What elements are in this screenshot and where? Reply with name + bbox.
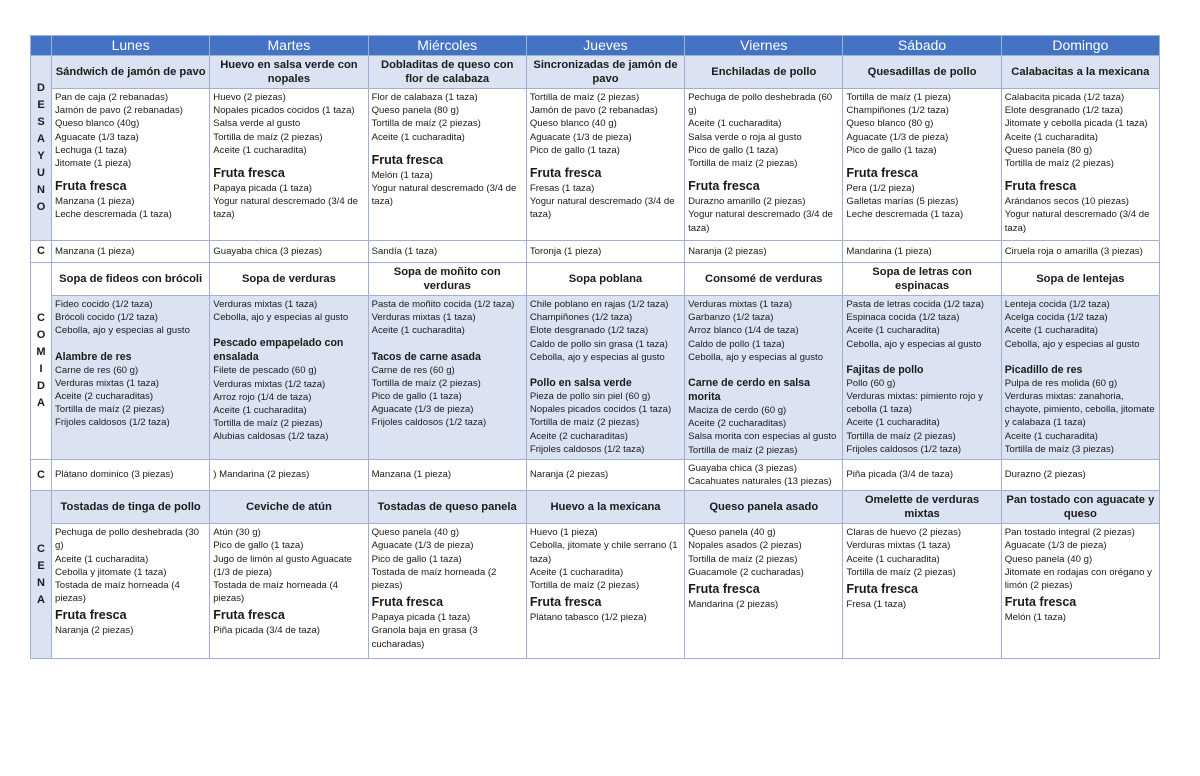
snack-cell: ) Mandarina (2 piezas) [210, 459, 368, 490]
food-item: Claras de huevo (2 piezas) [846, 527, 962, 539]
spacer [55, 338, 206, 350]
food-item: Jamón de pavo (2 rebanadas) [55, 105, 183, 117]
day-header: Viernes [685, 36, 843, 56]
food-item: Queso blanco (80 g) [846, 118, 934, 130]
meal-cell [210, 524, 368, 659]
snack-cell: Naranja (2 piezas) [685, 241, 843, 263]
food-item: Aguacate (1/3 de pieza) [371, 540, 474, 552]
fresh-fruit-heading: Fruta fresca [371, 595, 444, 610]
food-item: Queso panela (80 g) [1004, 144, 1093, 156]
food-item: Aceite (1 cucharadita) [1004, 325, 1099, 337]
meal-cell [526, 524, 684, 659]
dish-name: Huevo a la mexicana [526, 491, 684, 524]
food-item: Arándanos secos (10 piezas) [1004, 196, 1129, 208]
spacer [213, 324, 364, 336]
section-letter: O [36, 201, 46, 213]
section-letter: O [36, 328, 46, 341]
section-letter: Y [37, 150, 45, 162]
meal-cell [368, 524, 526, 659]
dish-name: Sincronizadas de jamón de pavo [526, 56, 684, 89]
snack-cell: Guayaba chica (3 piezas) Cacahuates naturales (13 piezas) [685, 459, 843, 490]
food-item: Mandarina (2 piezas) [688, 599, 779, 611]
food-item: Frijoles caldosos (1/2 taza) [371, 417, 487, 429]
food-item: Verduras mixtas (1 taza) [371, 312, 476, 324]
food-item: Queso panela (80 g) [371, 105, 460, 117]
fresh-fruit-heading: Fruta fresca [55, 179, 127, 194]
food-item: Tortilla de maíz (2 piezas) [688, 444, 798, 456]
snack-cell: Guayaba chica (3 piezas) [210, 241, 368, 263]
fresh-fruit-heading: Fruta fresca [846, 582, 918, 597]
snack-cell: Piña picada (3/4 de taza) [843, 459, 1001, 490]
food-item: Maciza de cerdo (60 g) [688, 405, 787, 417]
food-item: Tortilla de maíz (2 piezas) [846, 566, 956, 578]
dish-name: Huevo en salsa verde con nopales [210, 56, 368, 89]
fresh-fruit-heading: Fruta fresca [529, 595, 602, 610]
food-item: Frijoles caldosos (1/2 taza) [846, 443, 962, 455]
food-item: Nopales picados cocidos (1 taza) [213, 105, 355, 117]
meal-cell [526, 89, 684, 241]
main-dish-heading: Fajitas de pollo [846, 363, 924, 376]
comida-detail-row [31, 296, 1160, 460]
food-item: Carne de res (60 g) [55, 364, 139, 376]
meal-cell [52, 89, 210, 241]
food-item: Yogur natural descremado (3/4 de taza) [688, 209, 833, 234]
food-item: Aceite (2 cucharaditas) [688, 418, 787, 430]
section-label-desayuno [31, 56, 52, 241]
fresh-fruit-heading: Fruta fresca [846, 166, 918, 181]
food-item: Frijoles caldosos (1/2 taza) [529, 443, 645, 455]
food-item: Aceite (1 cucharadita) [213, 144, 307, 156]
meal-cell [1001, 89, 1159, 241]
meal-cell [685, 89, 843, 241]
snack-cell: Ciruela roja o amarilla (3 piezas) [1001, 241, 1159, 263]
section-letter: D [37, 379, 45, 392]
food-item: Tortilla de maíz (2 piezas) [213, 418, 323, 430]
food-item: Queso panela (40 g) [688, 527, 776, 539]
food-item: Aceite (1 cucharadita) [846, 417, 940, 429]
snack-cell: Mandarina (1 pieza) [843, 241, 1001, 263]
food-item: Tortilla de maíz (2 piezas) [1004, 158, 1114, 170]
fresh-fruit-heading: Fruta fresca [213, 608, 285, 623]
fresh-fruit-heading: Fruta fresca [1004, 179, 1077, 194]
cena-detail-row [31, 524, 1160, 659]
section-letter: C [37, 468, 45, 481]
food-item: Yogur natural descremado (3/4 de taza) [213, 196, 358, 221]
meal-cell [210, 89, 368, 241]
food-item: Pechuga de pollo deshebrada (30 g) [55, 527, 200, 552]
food-item: Verduras mixtas (1 taza) [846, 540, 951, 552]
food-item: Champiñones (1/2 taza) [846, 105, 949, 117]
section-letter: C [37, 542, 45, 555]
food-item: Arroz blanco (1/4 de taza) [688, 325, 799, 337]
section-letter: A [37, 593, 45, 606]
snack-row [31, 459, 1160, 490]
food-item: Nopales asados (2 piezas) [688, 540, 802, 552]
food-item: Jitomate (1 pieza) [55, 158, 132, 170]
fresh-fruit-heading: Fruta fresca [213, 166, 285, 181]
food-item: Pera (1/2 pieza) [846, 183, 915, 195]
food-item: Lechuga (1 taza) [55, 144, 127, 156]
dish-name: Quesadillas de pollo [843, 56, 1001, 89]
food-item: Aguacate (1/3 de pieza) [846, 131, 949, 143]
food-item: Fresas (1 taza) [529, 183, 595, 195]
food-item: Caldo de pollo (1 taza) [688, 338, 785, 350]
section-letter: D [37, 82, 45, 94]
meal-cell [52, 296, 210, 460]
meal-cell [52, 524, 210, 659]
food-item: Carne de res (60 g) [371, 364, 455, 376]
food-item: Aceite (1 cucharadita) [213, 405, 307, 417]
food-item: Yogur natural descremado (3/4 de taza) [529, 196, 675, 221]
section-letter: S [37, 116, 45, 128]
main-dish-heading: Picadillo de res [1004, 363, 1083, 376]
section-label-cena [31, 491, 52, 659]
food-item: Pulpa de res molida (60 g) [1004, 377, 1118, 389]
food-item: Jitomate y cebolla picada (1 taza) [1004, 118, 1148, 130]
section-letter: C [37, 245, 45, 257]
food-item: Papaya picada (1 taza) [213, 183, 312, 195]
food-item: Acelga cocida (1/2 taza) [1004, 312, 1108, 324]
fresh-fruit-heading: Fruta fresca [55, 608, 127, 623]
section-letter: A [37, 133, 45, 145]
food-item: Pan de caja (2 rebanadas) [55, 92, 169, 103]
cena-dish-row [31, 491, 1160, 524]
food-item: Pasta de letras cocida (1/2 taza) [846, 299, 984, 310]
food-item: Elote desgranado (1/2 taza) [1004, 105, 1124, 117]
food-item: Granola baja en grasa (3 cucharadas) [371, 625, 478, 650]
food-item: Tostada de maíz horneada (4 piezas) [55, 580, 180, 605]
section-letter: I [39, 362, 43, 375]
food-item: Flor de calabaza (1 taza) [371, 92, 478, 103]
food-item: Cebolla, ajo y especias al gusto [846, 338, 982, 350]
desayuno-dish-row [31, 56, 1160, 89]
food-item: Jugo de limón al gusto Aguacate (1/3 de pieza) [213, 553, 352, 578]
food-item: Alubias caldosas (1/2 taza) [213, 431, 329, 443]
food-item: Tortilla de maíz (2 piezas) [371, 377, 481, 389]
food-item: Pico de gallo (1 taza) [846, 144, 937, 156]
meal-cell [1001, 296, 1159, 460]
food-item: Pieza de pollo sin piel (60 g) [529, 391, 651, 403]
snack-cell: Manzana (1 pieza) [52, 241, 210, 263]
food-item: Queso blanco (40 g) [529, 118, 617, 130]
day-header: Martes [210, 36, 368, 56]
snack-cell: Naranja (2 piezas) [526, 459, 684, 490]
main-dish-heading: Tacos de carne asada [371, 350, 481, 363]
meal-cell [210, 296, 368, 460]
food-item: Salsa verde al gusto [213, 118, 301, 130]
food-item: Aguacate (1/3 taza) [55, 131, 139, 143]
section-label-colacion2 [31, 459, 52, 490]
meal-cell [685, 524, 843, 659]
food-item: Brócoli cocido (1/2 taza) [55, 312, 158, 324]
food-item: Huevo (1 pieza) [529, 527, 598, 539]
food-item: Atún (30 g) [213, 527, 261, 539]
snack-row [31, 241, 1160, 263]
fresh-fruit-heading: Fruta fresca [1004, 595, 1077, 610]
dish-name: Queso panela asado [685, 491, 843, 524]
food-item: Piña picada (3/4 de taza) [213, 625, 320, 637]
section-letter: N [37, 576, 45, 589]
food-item: Lenteja cocida (1/2 taza) [1004, 299, 1110, 310]
food-item: Frijoles caldosos (1/2 taza) [55, 417, 170, 429]
days-header-row [31, 36, 1160, 56]
fresh-fruit-heading: Fruta fresca [688, 582, 760, 597]
food-item: Tortilla de maíz (2 piezas) [846, 430, 956, 442]
food-item: Tortilla de maíz (3 piezas) [1004, 443, 1114, 455]
food-item: Aceite (1 cucharadita) [846, 553, 940, 565]
dish-name: Ceviche de atún [210, 491, 368, 524]
food-item: Fideo cocido (1/2 taza) [55, 299, 153, 310]
food-item: Huevo (2 piezas) [213, 92, 286, 103]
section-letter: C [37, 311, 45, 324]
food-item: Aceite (1 cucharadita) [55, 553, 149, 565]
spacer [372, 338, 523, 350]
food-item: Arroz rojo (1/4 de taza) [213, 391, 312, 403]
food-item: Tortilla de maíz (2 piezas) [688, 553, 798, 565]
fresh-fruit-heading: Fruta fresca [371, 152, 444, 167]
dish-name: Tostadas de queso panela [368, 491, 526, 524]
section-letter: E [37, 559, 45, 572]
food-item: Manzana (1 pieza) [55, 196, 135, 208]
food-item: Guacamole (2 cucharadas) [688, 566, 804, 578]
food-item: Pasta de moñito cocida (1/2 taza) [371, 299, 515, 310]
food-item: Queso panela (40 g) [1004, 553, 1093, 565]
food-item: Pollo (60 g) [846, 377, 896, 389]
fresh-fruit-heading: Fruta fresca [529, 166, 602, 181]
food-item: Yogur natural descremado (3/4 de taza) [371, 183, 517, 208]
food-item: Leche descremada (1 taza) [846, 209, 964, 221]
section-letter: A [37, 396, 45, 409]
dish-name: Calabacitas a la mexicana [1001, 56, 1159, 89]
meal-cell [368, 296, 526, 460]
food-item: Aceite (1 cucharadita) [688, 118, 782, 130]
food-item: Durazno amarillo (2 piezas) [688, 196, 806, 208]
dish-name: Sándwich de jamón de pavo [52, 56, 210, 89]
food-item: Tortilla de maíz (2 piezas) [529, 417, 640, 429]
snack-cell: Toronja (1 pieza) [526, 241, 684, 263]
main-dish-heading: Pescado empapelado con ensalada [213, 337, 344, 364]
food-item: Pico de gallo (1 taza) [213, 540, 304, 552]
food-item: Galletas marías (5 piezas) [846, 196, 959, 208]
section-letter: E [37, 99, 45, 111]
dish-name: Sopa de letras con espinacas [843, 263, 1001, 296]
food-item: Tostada de maíz horneada (2 piezas) [371, 566, 497, 592]
food-item: Cebolla, ajo y especias al gusto [213, 312, 349, 324]
food-item: Tortilla de maíz (2 piezas) [371, 118, 481, 130]
food-item: Jitomate en rodajas con orégano y limón (2 piezas) [1004, 566, 1152, 592]
food-item: Yogur natural descremado (3/4 de taza) [1004, 209, 1150, 234]
food-item: Tortilla de maíz (2 piezas) [213, 131, 323, 143]
meal-cell [368, 89, 526, 241]
dish-name: Tostadas de tinga de pollo [52, 491, 210, 524]
food-item: Salsa morita con especias al gusto [688, 431, 837, 443]
section-label-colacion1 [31, 241, 52, 263]
meal-plan-table [30, 35, 1160, 659]
day-header: Lunes [52, 36, 210, 56]
header-corner [31, 36, 52, 56]
dish-name: Consomé de verduras [685, 263, 843, 296]
food-item: Melón (1 taza) [371, 169, 433, 181]
food-item: Filete de pescado (60 g) [213, 365, 317, 377]
food-item: Caldo de pollo sin grasa (1 taza) [529, 338, 668, 350]
food-item: Garbanzo (1/2 taza) [688, 312, 774, 324]
food-item: Cebolla y jitomate (1 taza) [55, 566, 167, 578]
food-item: Jamón de pavo (2 rebanadas) [529, 105, 658, 117]
food-item: Pico de gallo (1 taza) [371, 391, 462, 403]
spacer [846, 351, 997, 363]
spacer [530, 364, 681, 376]
comida-dish-row [31, 263, 1160, 296]
food-item: Chile poblano en rajas (1/2 taza) [529, 299, 669, 310]
dish-name: Enchiladas de pollo [685, 56, 843, 89]
food-item: Aceite (1 cucharadita) [1004, 430, 1099, 442]
food-item: Pico de gallo (1 taza) [371, 553, 462, 565]
meal-cell [843, 524, 1001, 659]
food-item: Cebolla, ajo y especias al gusto [1004, 338, 1140, 350]
food-item: Aceite (2 cucharaditas) [55, 391, 154, 403]
food-item: Queso blanco (40g) [55, 118, 140, 130]
meal-cell [526, 296, 684, 460]
food-item: Espinaca cocida (1/2 taza) [846, 312, 960, 324]
spacer [688, 364, 839, 376]
food-item: Pan tostado integral (2 piezas) [1004, 527, 1135, 539]
food-item: Aceite (1 cucharadita) [371, 131, 465, 143]
food-item: Verduras mixtas (1/2 taza) [213, 378, 326, 390]
meal-cell [685, 296, 843, 460]
food-item: Cebolla, ajo y especias al gusto [55, 325, 190, 337]
food-item: Papaya picada (1 taza) [371, 612, 471, 624]
day-header: Domingo [1001, 36, 1159, 56]
dish-name: Sopa de fideos con brócoli [52, 263, 210, 296]
food-item: Salsa verde o roja al gusto [688, 131, 802, 143]
food-item: Fresa (1 taza) [846, 599, 907, 611]
food-item: Aguacate (1/3 de pieza) [371, 404, 474, 416]
food-item: Tortilla de maíz (2 piezas) [688, 158, 798, 170]
main-dish-heading: Pollo en salsa verde [529, 377, 632, 390]
food-item: Tortilla de maíz (2 piezas) [529, 92, 640, 103]
fresh-fruit-heading: Fruta fresca [688, 179, 760, 194]
desayuno-detail-row [31, 89, 1160, 241]
food-item: Pico de gallo (1 taza) [688, 144, 779, 156]
food-item: Verduras mixtas: pimiento rojo y cebolla (1 taza) [846, 391, 983, 416]
food-item: Aceite (1 cucharadita) [529, 566, 624, 578]
dish-name: Dobladitas de queso con flor de calabaza [368, 56, 526, 89]
food-item: Verduras mixtas (1 taza) [213, 299, 318, 310]
food-item: Melón (1 taza) [1004, 612, 1067, 624]
snack-cell: Sandía (1 taza) [368, 241, 526, 263]
food-item: Pico de gallo (1 taza) [529, 144, 620, 156]
food-item: Cebolla, ajo y especias al gusto [529, 351, 665, 363]
meal-cell [1001, 524, 1159, 659]
dish-name: Sopa de lentejas [1001, 263, 1159, 296]
main-dish-heading: Alambre de res [55, 350, 132, 363]
day-header: Miércoles [368, 36, 526, 56]
food-item: Cebolla, ajo y especias al gusto [688, 351, 824, 363]
dish-name: Sopa de verduras [210, 263, 368, 296]
snack-cell: Durazno (2 piezas) [1001, 459, 1159, 490]
snack-cell: Plátano dominico (3 piezas) [52, 459, 210, 490]
food-item: Tortilla de maíz (2 piezas) [529, 580, 640, 592]
food-item: Nopales picados cocidos (1 taza) [529, 404, 672, 416]
food-item: Verduras mixtas (1 taza) [688, 299, 793, 310]
dish-name: Omelette de verduras mixtas [843, 491, 1001, 524]
food-item: Naranja (2 piezas) [55, 625, 134, 637]
food-item: Aceite (1 cucharadita) [371, 325, 465, 337]
food-item: Verduras mixtas (1 taza) [55, 377, 159, 389]
food-item: Cebolla, jitomate y chile serrano (1 taza) [529, 540, 678, 565]
dish-name: Pan tostado con aguacate y queso [1001, 491, 1159, 524]
meal-cell [843, 296, 1001, 460]
food-item: Aceite (1 cucharadita) [846, 325, 940, 337]
food-item: Pechuga de pollo deshebrada (60 g) [688, 92, 833, 117]
dish-name: Sopa de moñito con verduras [368, 263, 526, 296]
food-item: Leche descremada (1 taza) [55, 209, 172, 221]
food-item: Aceite (2 cucharaditas) [529, 430, 628, 442]
section-letter: N [37, 184, 45, 196]
food-item: Queso panela (40 g) [371, 527, 460, 539]
food-item: Calabacita picada (1/2 taza) [1004, 92, 1125, 103]
day-header: Sábado [843, 36, 1001, 56]
food-item: Tortilla de maíz (2 piezas) [55, 404, 165, 416]
food-item: Tortilla de maíz (1 pieza) [846, 92, 951, 103]
food-item: Aguacate (1/3 de pieza) [1004, 540, 1107, 552]
food-item: Champiñones (1/2 taza) [529, 312, 633, 324]
section-letter: M [36, 345, 46, 358]
food-item: Elote desgranado (1/2 taza) [529, 325, 649, 337]
food-item: Aguacate (1/3 de pieza) [529, 131, 632, 143]
section-label-comida [31, 263, 52, 460]
section-letter: U [37, 167, 45, 179]
food-item: Tostada de maíz horneada (4 piezas) [213, 580, 339, 605]
food-item: Verduras mixtas: zanahoria, chayote, pimiento, cebolla, jitomate y calabaza (1 taza) [1004, 391, 1155, 429]
day-header: Jueves [526, 36, 684, 56]
food-item: Aceite (1 cucharadita) [1004, 131, 1099, 143]
dish-name: Sopa poblana [526, 263, 684, 296]
spacer [1005, 351, 1156, 363]
main-dish-heading: Carne de cerdo en salsa morita [688, 377, 811, 404]
snack-cell: Manzana (1 pieza) [368, 459, 526, 490]
food-item: Plátano tabasco (1/2 pieza) [529, 612, 647, 624]
meal-cell [843, 89, 1001, 241]
